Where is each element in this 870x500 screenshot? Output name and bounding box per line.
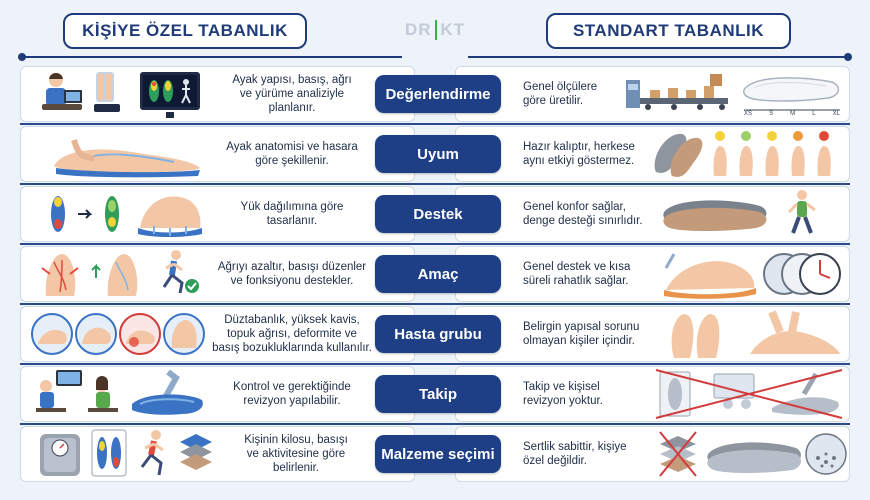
- description-line: denge desteği sınırlıdır.: [523, 215, 643, 227]
- criterion-label: Değerlendirme: [375, 75, 501, 113]
- logo-bar-icon: [435, 20, 438, 40]
- header-divider-right: [468, 56, 848, 58]
- custom-description: [202, 370, 382, 418]
- row-divider: [20, 123, 850, 125]
- custom-insole-title: KİŞİYE ÖZEL TABANLIK: [63, 13, 307, 49]
- description-line: Hazır kalıptır, herkese: [523, 141, 635, 153]
- size-label: M: [790, 111, 796, 117]
- criterion-label: Destek: [375, 195, 501, 233]
- size-scale: [744, 111, 840, 117]
- header-divider-left: [22, 56, 402, 58]
- criterion-label: Takip: [375, 375, 501, 413]
- standard-description: [523, 310, 648, 358]
- foam-closeup-icon: [804, 428, 848, 480]
- description-line: Ayak anatomisi ve hasara: [226, 141, 358, 153]
- description-line: Genel destek ve kısa: [523, 261, 631, 273]
- foot-on-insole-icon: [656, 248, 760, 300]
- insole-icon: [660, 188, 770, 240]
- standard-description: [523, 430, 648, 478]
- description-line: Ayak yapısı, basış, ağrı: [232, 74, 352, 86]
- custom-description: [202, 190, 382, 238]
- foot-arch-icon: [44, 128, 204, 180]
- clock-icon: [762, 248, 846, 300]
- custom-description: [202, 310, 382, 358]
- laptop-analysis-icon: [34, 68, 124, 120]
- description-line: Sertlik sabittir, kişiye: [523, 441, 627, 453]
- row-divider: [20, 183, 850, 185]
- description-line: belirlenir.: [272, 462, 319, 474]
- criterion-label: Uyum: [375, 135, 501, 173]
- criterion-label: Malzeme seçimi: [375, 435, 501, 473]
- pressure-map-icon: [90, 428, 128, 480]
- criterion-label: Hasta grubu: [375, 315, 501, 353]
- description-line: Kişinin kilosu, basışı: [244, 434, 348, 446]
- row-divider: [20, 243, 850, 245]
- divider-dot: [844, 53, 852, 61]
- runner-icon: [154, 248, 202, 300]
- brand-logo: [405, 17, 465, 43]
- description-line: Düztabanlık, yüksek kavis,: [224, 314, 360, 326]
- description-line: Genel ölçülere: [523, 81, 598, 93]
- description-line: planlanır.: [268, 102, 316, 114]
- standard-description: [523, 250, 648, 298]
- description-line: göre şekillenir.: [255, 155, 329, 167]
- size-label: L: [812, 111, 816, 117]
- custom-description: [216, 430, 376, 478]
- insole-milling-icon: [126, 368, 206, 420]
- description-line: Kontrol ve gerektiğinde: [233, 381, 351, 393]
- description-line: Takip ve kişisel: [523, 381, 600, 393]
- standard-description: [523, 190, 648, 238]
- description-line: Ağrıyı azaltır, basışı düzenler: [217, 261, 367, 273]
- standard-insole-title: STANDART TABANLIK: [546, 13, 791, 49]
- row-divider: [20, 423, 850, 425]
- description-line: revizyon yoktur.: [523, 395, 603, 407]
- row-patient-group: [20, 306, 850, 362]
- custom-description: [202, 130, 382, 178]
- crossed-layers-icon: [656, 428, 700, 480]
- healthy-feet-icon: [660, 308, 844, 360]
- row-material-selection: [20, 426, 850, 482]
- description-line: ve aktivitesine göre: [246, 448, 346, 460]
- row-divider: [20, 303, 850, 305]
- crossed-follow-up-icon: [652, 368, 846, 420]
- description-line: süreli rahatlık sağlar.: [523, 275, 629, 287]
- foot-conditions-icon: [30, 308, 206, 360]
- foot-anatomy-icon: [38, 248, 154, 300]
- logo-text-right: KT: [440, 20, 465, 39]
- runner-icon: [134, 428, 174, 480]
- size-label: XL: [832, 111, 840, 117]
- description-line: basış bozukluklarında kullanılır.: [212, 342, 372, 354]
- walking-person-icon: [780, 188, 824, 240]
- size-label: S: [769, 111, 774, 117]
- factory-icon: [624, 68, 732, 120]
- custom-description: [202, 70, 382, 118]
- description-line: aynı etkiyi göstermez.: [523, 155, 635, 167]
- row-fit: [20, 126, 850, 182]
- row-divider: [20, 363, 850, 365]
- description-line: ve fonksiyonu destekler.: [230, 275, 354, 287]
- row-assessment: [20, 66, 850, 122]
- description-line: revizyon yapılabilir.: [243, 395, 341, 407]
- scale-icon: [36, 428, 84, 480]
- row-support: [20, 186, 850, 242]
- description-line: Genel konfor sağlar,: [523, 201, 626, 213]
- divider-dot: [18, 53, 26, 61]
- logo-text-left: DR: [405, 20, 432, 39]
- pressure-map-icon: [138, 68, 204, 120]
- description-line: topuk ağrısı, deformite ve: [227, 328, 357, 340]
- description-line: tasarlanır.: [266, 215, 318, 227]
- standard-description: [523, 370, 648, 418]
- insole-icon: [704, 428, 804, 480]
- row-purpose: [20, 246, 850, 302]
- description-line: olmayan kişiler içindir.: [523, 335, 635, 347]
- insole-pair-icon: [648, 128, 708, 180]
- pressure-distribution-icon: [44, 188, 130, 240]
- description-line: özel değildir.: [523, 455, 587, 467]
- criterion-label: Amaç: [375, 255, 501, 293]
- size-label: XS: [744, 111, 753, 117]
- description-line: Yük dağılımına göre: [240, 201, 344, 213]
- description-line: Belirgin yapısal sorunu: [523, 321, 640, 333]
- consultation-icon: [32, 368, 122, 420]
- heel-support-icon: [134, 188, 206, 240]
- standard-description: [523, 130, 648, 178]
- row-follow-up: [20, 366, 850, 422]
- layers-icon: [178, 428, 214, 480]
- custom-description: [202, 250, 382, 298]
- description-line: göre üretilir.: [523, 95, 584, 107]
- feet-emoji-icon: [710, 128, 846, 180]
- description-line: ve yürüme analiziyle: [239, 88, 345, 100]
